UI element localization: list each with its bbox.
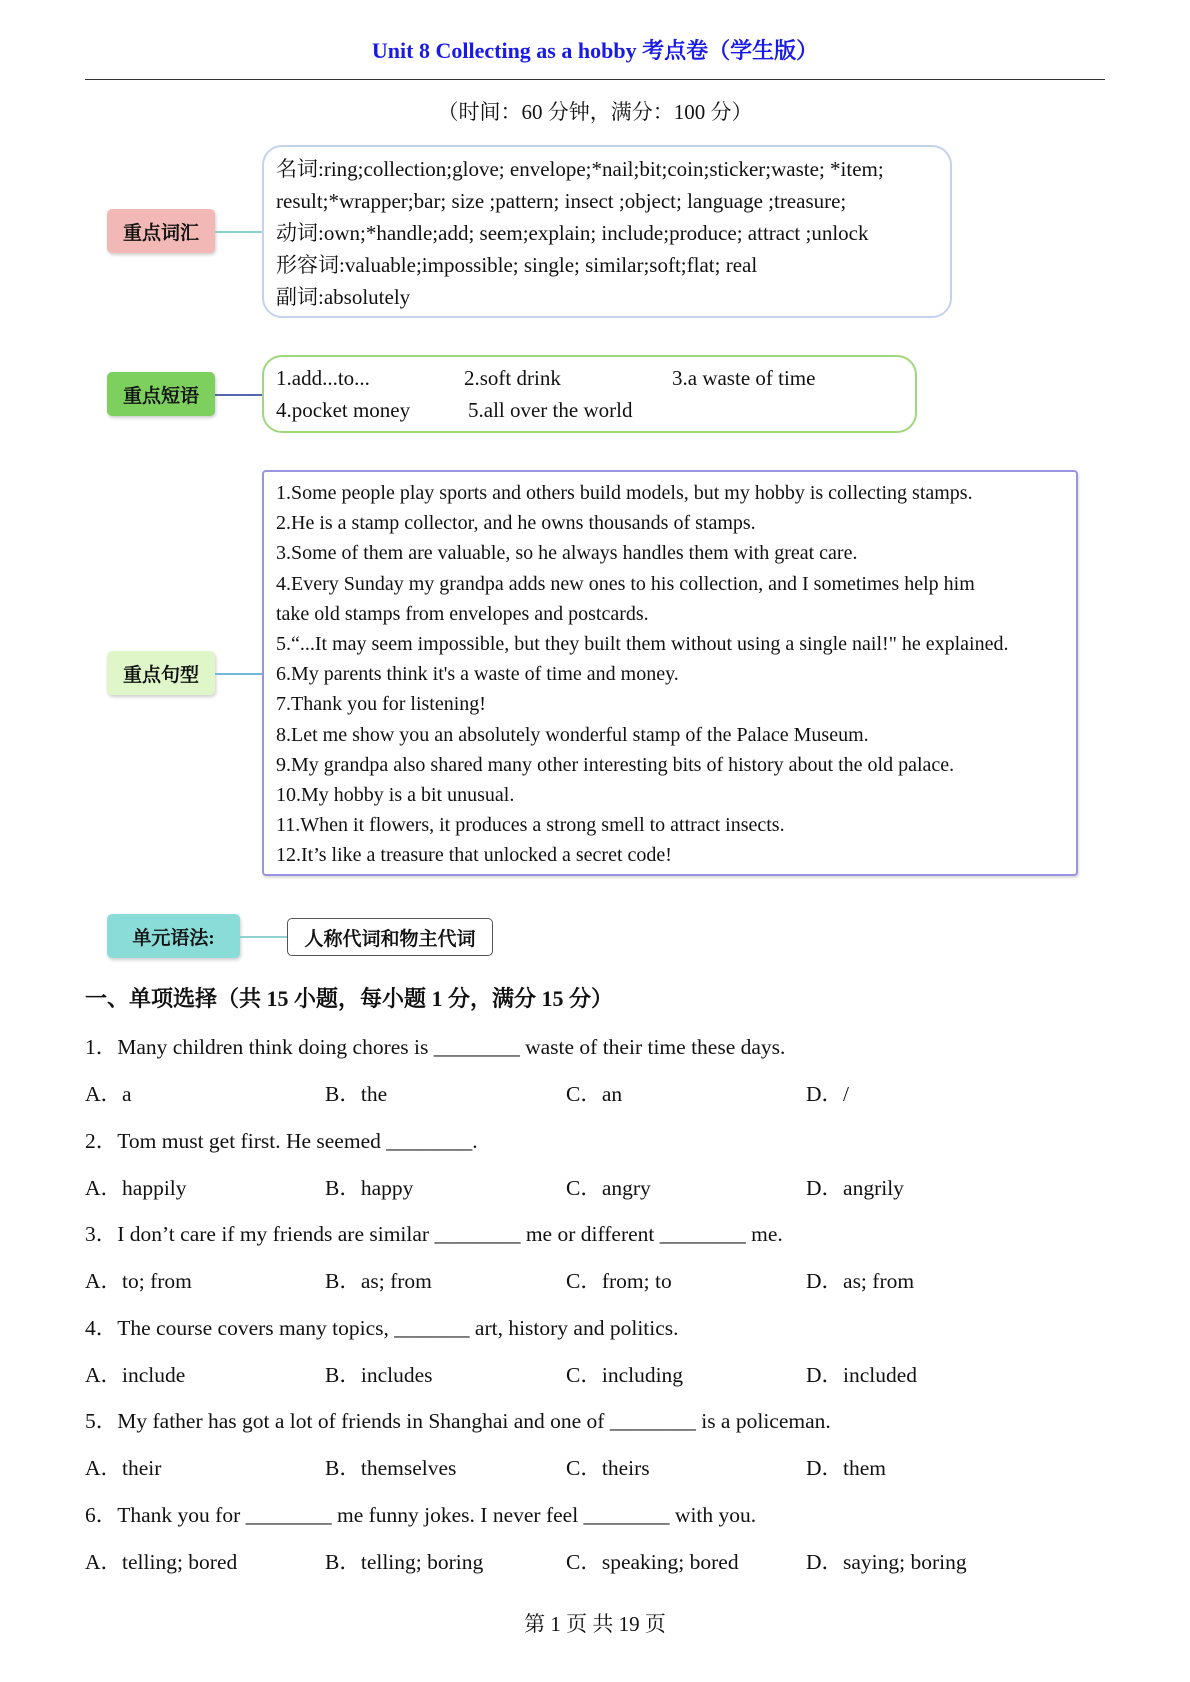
sentence: 12.It’s like a treasure that unlocked a secret code! [276,844,672,867]
answer-option[interactable]: A．their [85,1456,162,1481]
phrase-item: 2.soft drink [464,366,561,390]
sentences-label: 重点句型 [107,651,215,695]
answer-option[interactable]: D．as; from [806,1269,915,1294]
sentences-box [262,470,1078,876]
sentence: 2.He is a stamp collector, and he owns thousands of stamps. [276,512,756,535]
answer-option[interactable]: B．includes [325,1362,433,1387]
answer-option[interactable]: B．as; from [325,1269,432,1294]
question-stem: 6．Thank you for ________ me funny jokes. I never feel ________ with you. [85,1503,757,1527]
sentence: 4.Every Sunday my grandpa adds new ones to his collection, and I sometimes help him [276,572,975,595]
sentence: 6.My parents think it's a waste of time and money. [276,663,679,686]
document-title: Unit 8 Collecting as a hobby 考点卷（学生版） [371,38,819,63]
answer-option[interactable]: C．angry [566,1175,651,1200]
answer-option[interactable]: B．telling; boring [325,1550,484,1574]
header-divider [85,79,1105,80]
vocab-connector [215,231,262,233]
answer-option[interactable]: C．theirs [566,1456,650,1481]
sentence: 9.My grandpa also shared many other interesting bits of history about the old palace. [276,753,955,776]
question-stem: 1．Many children think doing chores is ________ waste of their time these days. [85,1035,786,1059]
phrases-connector [215,394,262,396]
grammar-label: 单元语法: [107,914,240,958]
answer-option[interactable]: C．an [566,1082,623,1106]
sentence: 3.Some of them are valuable, so he always handles them with great care. [276,542,858,565]
question-stem: 4．The course covers many topics, _______ art, history and politics. [85,1315,679,1340]
vocab-box [262,145,952,318]
vocab-verbs: 动词:own;*handle;add; seem;explain; include;produce; attract ;unlock [276,221,869,245]
sentences-connector [215,673,262,675]
sentence: take old stamps from envelopes and postcards. [276,602,649,625]
sentence: 5.“...It may seem impossible, but they built them without using a single nail!" he explained. [276,633,1009,656]
answer-option[interactable]: D．included [806,1362,918,1387]
answer-option[interactable]: C．from; to [566,1269,672,1294]
answer-option[interactable]: B．the [325,1082,388,1106]
time-score-info: （时间：60 分钟，满分：100 分） [437,100,753,124]
phrase-item: 3.a waste of time [672,366,816,390]
phrase-item: 4.pocket money [276,398,411,422]
answer-option[interactable]: A．telling; bored [85,1550,238,1574]
vocab-adverbs: 副词:absolutely [276,285,411,309]
sentence: 7.Thank you for listening! [276,693,486,716]
answer-option[interactable]: C．including [566,1362,684,1387]
answer-option[interactable]: D．angrily [806,1175,904,1200]
vocab-nouns-cont: result;*wrapper;bar; size ;pattern; insect ;object; language ;treasure; [276,189,847,213]
phrases-label: 重点短语 [107,372,215,416]
question-stem: 5．My father has got a lot of friends in Shanghai and one of ________ is a policeman. [85,1409,831,1434]
answer-option[interactable]: A．include [85,1362,186,1387]
question-stem: 3．I don’t care if my friends are similar ________ me or different ________ me. [85,1222,783,1247]
answer-option[interactable]: A．happily [85,1175,187,1200]
vocab-label: 重点词汇 [107,209,215,253]
phrases-box [262,355,917,433]
answer-option[interactable]: A．a [85,1082,132,1106]
sentence: 10.My hobby is a bit unusual. [276,784,515,807]
answer-option[interactable]: D．/ [806,1082,850,1106]
question-stem: 2．Tom must get first. He seemed ________. [85,1128,478,1153]
answer-option[interactable]: D．them [806,1456,887,1481]
sentence: 11.When it flowers, it produces a strong smell to attract insects. [276,814,785,837]
grammar-topic: 人称代词和物主代词 [287,918,493,956]
answer-option[interactable]: D．saying; boring [806,1550,967,1574]
answer-option[interactable]: B．happy [325,1175,414,1200]
section-heading: 一、单项选择（共 15 小题，每小题 1 分，满分 15 分） [85,986,614,1011]
phrase-item: 1.add...to... [276,366,370,390]
sentence: 8.Let me show you an absolutely wonderful stamp of the Palace Museum. [276,723,869,746]
grammar-connector [240,936,287,938]
vocab-adjectives: 形容词:valuable;impossible; single; similar;soft;flat; real [276,253,758,277]
phrase-item: 5.all over the world [468,398,633,422]
vocab-nouns: 名词:ring;collection;glove; envelope;*nail;bit;coin;sticker;waste; *item; [276,157,884,181]
sentence: 1.Some people play sports and others build models, but my hobby is collecting stamps. [276,482,973,504]
answer-option[interactable]: A．to; from [85,1269,192,1294]
answer-option[interactable]: B．themselves [325,1456,457,1481]
answer-option[interactable]: C．speaking; bored [566,1550,739,1574]
page-footer: 第 1 页 共 19 页 [524,1612,666,1636]
